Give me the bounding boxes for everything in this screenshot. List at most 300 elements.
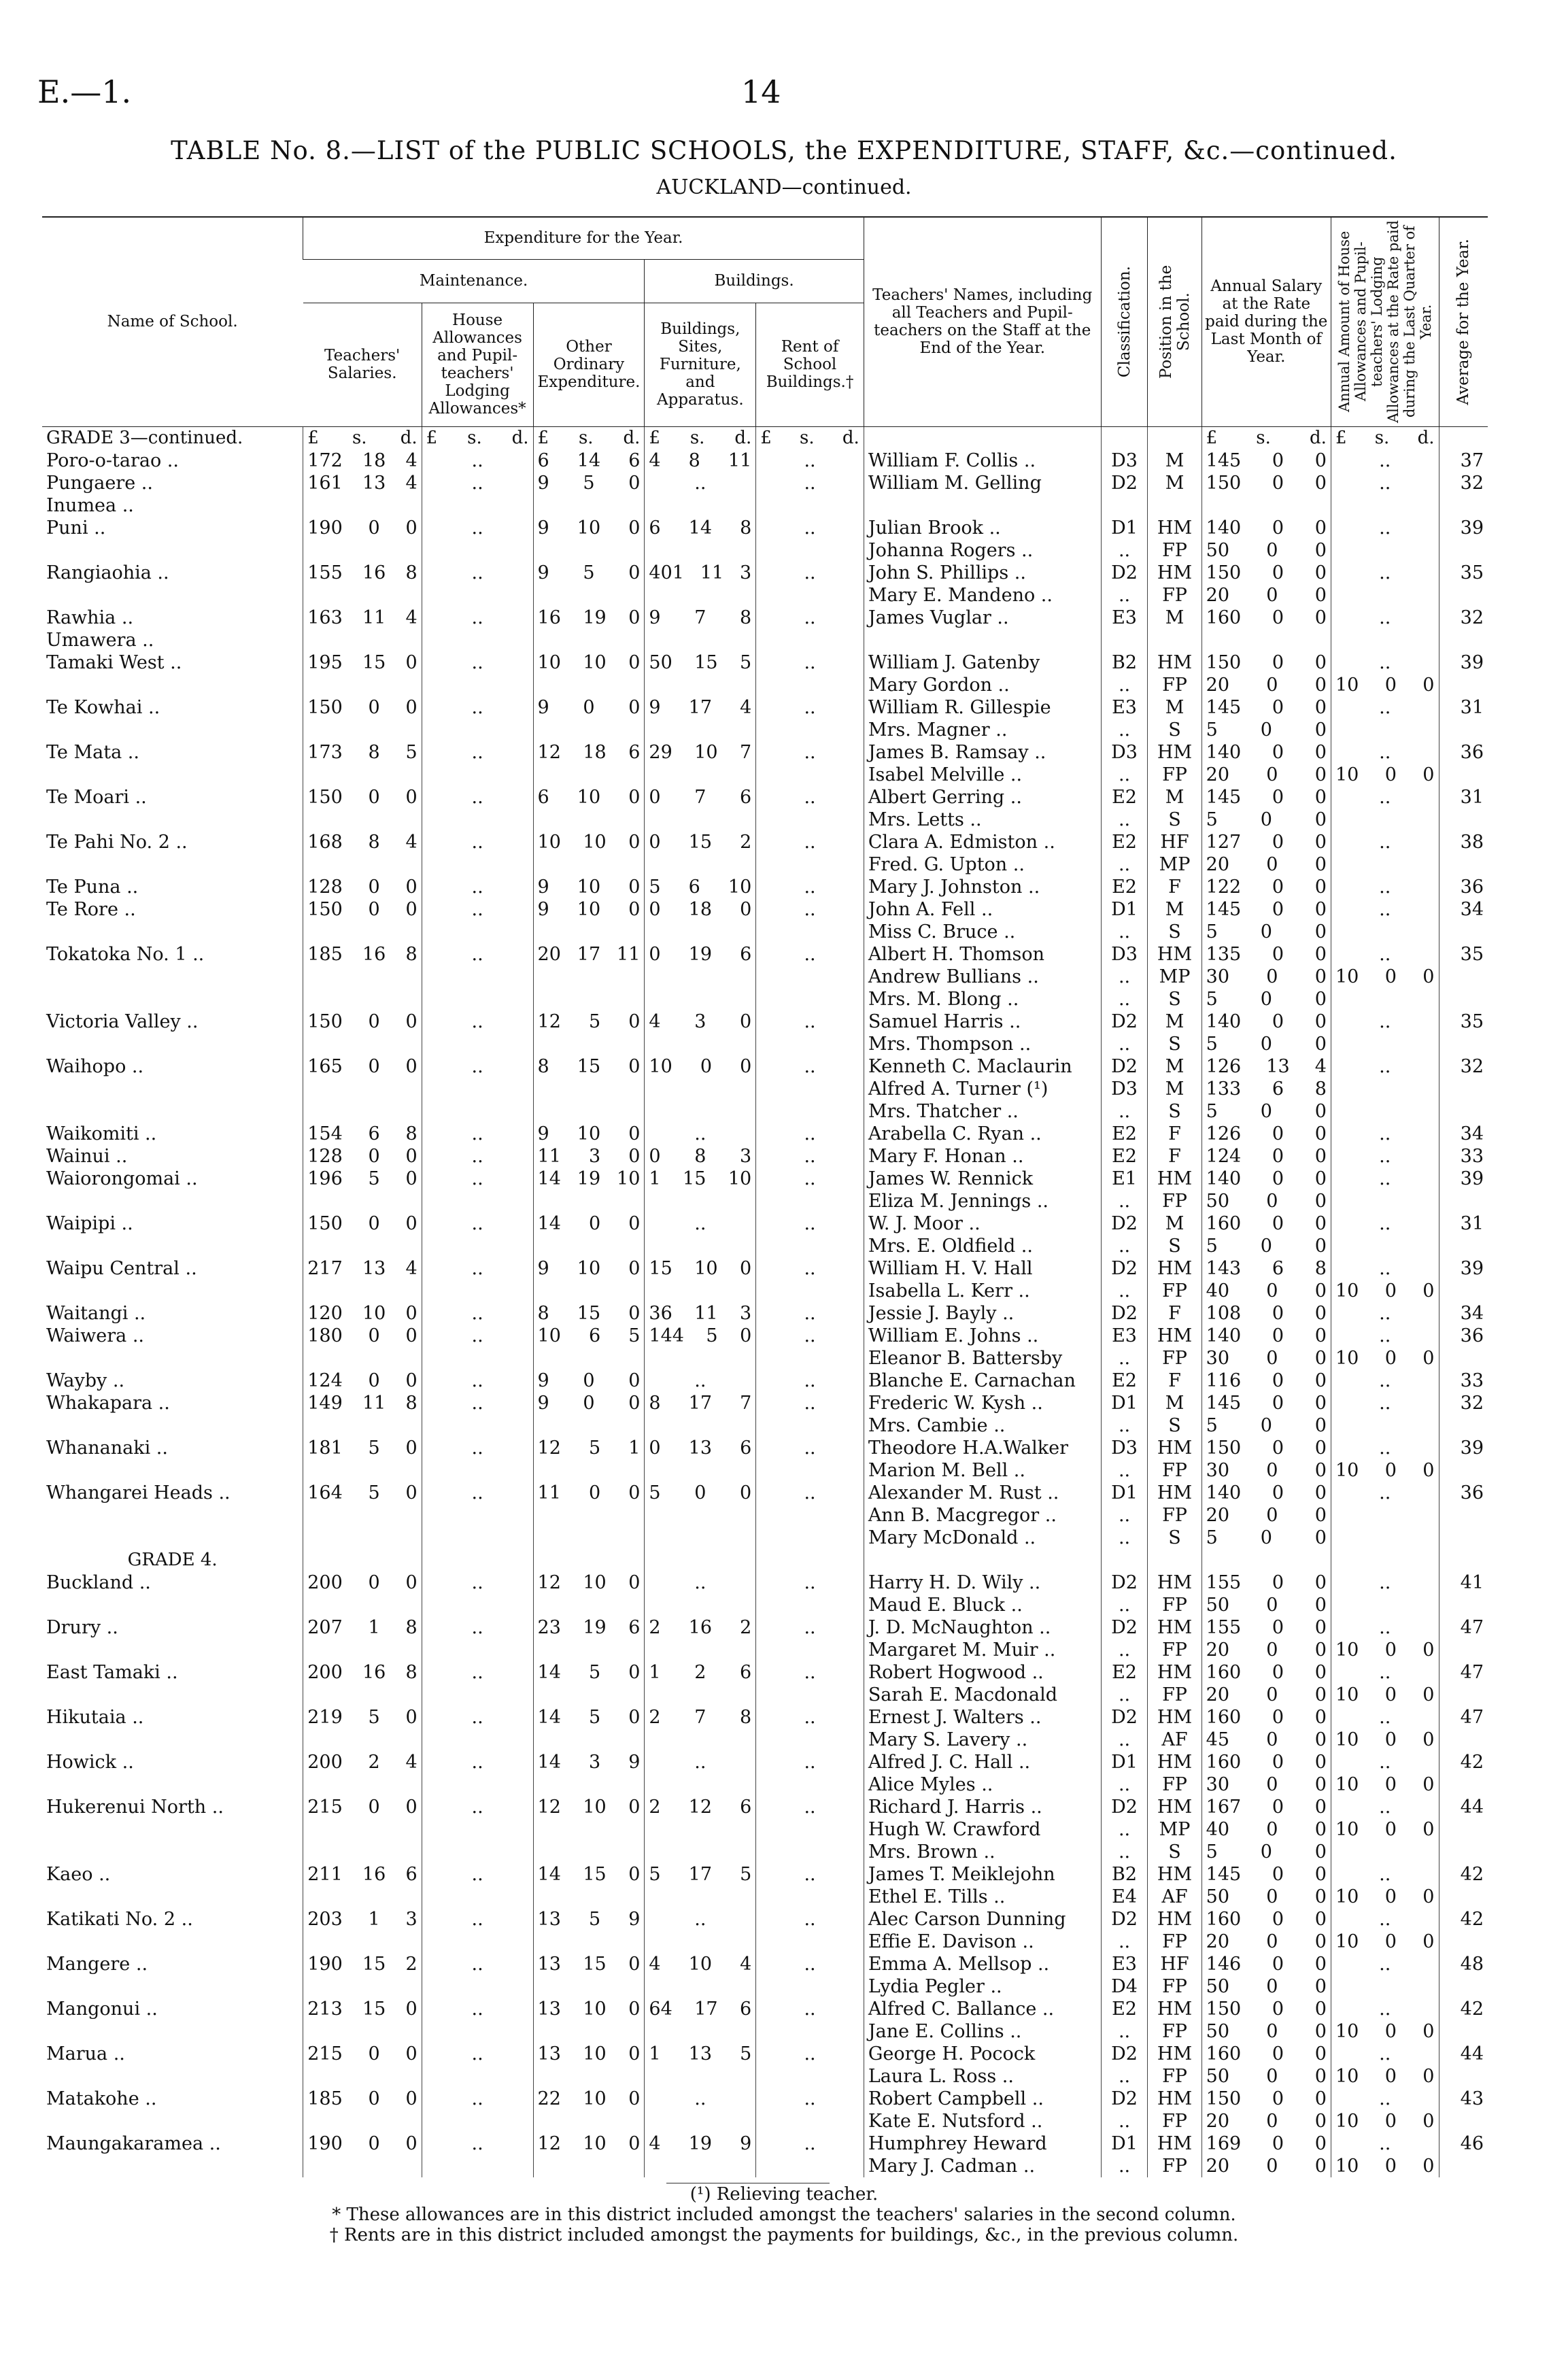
shillings-value: 0 — [1266, 1729, 1278, 1750]
classification: .. — [1101, 674, 1148, 696]
other-expenditure — [533, 1325, 645, 1347]
teacher-name: James B. Ramsay .. — [864, 741, 1101, 764]
rent — [756, 1347, 864, 1370]
annual-allowance: .. — [1331, 1437, 1439, 1459]
house-allowances — [422, 988, 533, 1010]
position: MP — [1148, 1818, 1201, 1841]
annual-allowance: .. — [1331, 1953, 1439, 1975]
annual-allowance: .. — [1331, 2088, 1439, 2110]
shillings-value: 0 — [1272, 1706, 1284, 1728]
pence-value: 2 — [740, 1616, 752, 1638]
shillings-value: 0 — [1384, 1931, 1397, 1952]
teacher-name: William F. Collis .. — [864, 449, 1101, 472]
other-expenditure — [533, 1908, 645, 1931]
annual-salary — [1201, 1145, 1331, 1168]
rent: .. — [756, 943, 864, 966]
teachers-salaries — [303, 2020, 422, 2043]
table-row — [42, 1190, 1488, 1212]
buildings-expenditure: .. — [645, 1370, 756, 1392]
buildings-expenditure: .. — [645, 2088, 756, 2110]
rent: .. — [756, 831, 864, 853]
school-name: Te Puna .. — [46, 876, 139, 898]
annual-salary — [1201, 1100, 1331, 1123]
pounds-value: 10 — [1335, 674, 1359, 696]
house-allowances: .. — [422, 1751, 533, 1773]
annual-allowance — [1331, 1975, 1439, 1998]
pounds-value: 207 — [307, 1616, 343, 1638]
pounds-value: 10 — [1335, 1773, 1359, 1795]
school-name — [42, 2065, 303, 2088]
teacher-name: James T. Meiklejohn — [864, 1863, 1101, 1886]
pounds-value: 4 — [649, 1010, 661, 1032]
teachers-salaries — [303, 517, 422, 539]
school-name — [42, 1975, 303, 1998]
pounds-value: 9 — [537, 1123, 549, 1144]
pounds-value: 140 — [1206, 1168, 1242, 1189]
pounds-value: 16 — [537, 607, 561, 628]
pounds-value: 150 — [1206, 651, 1242, 673]
pounds-value: 200 — [307, 1661, 343, 1683]
pence-value: 0 — [1314, 607, 1327, 628]
teacher-name: Mary J. Cadman .. — [864, 2155, 1101, 2177]
pence-value: 0 — [740, 1010, 752, 1032]
rent: .. — [756, 562, 864, 584]
rent: .. — [756, 1908, 864, 1931]
pence-value: 0 — [1314, 2155, 1327, 2177]
school-name — [42, 719, 303, 741]
shillings-value: 7 — [694, 1706, 706, 1728]
pence-value: 8 — [405, 1661, 417, 1683]
shillings-value: 0 — [583, 1370, 595, 1391]
school-name: Waikomiti .. — [46, 1123, 157, 1144]
teacher-name: Mrs. Letts .. — [864, 809, 1101, 831]
shillings-value: 11 — [694, 1302, 718, 1324]
rent — [756, 1818, 864, 1841]
table-row — [42, 1055, 1488, 1078]
teacher-name: William R. Gillespie — [864, 696, 1101, 719]
shillings-value: 0 — [1384, 1347, 1397, 1369]
teachers-salaries — [303, 2155, 422, 2177]
shillings-value: 17 — [688, 1392, 712, 1414]
average-attendance — [1439, 719, 1488, 741]
teachers-salaries — [303, 1145, 422, 1168]
annual-allowance: .. — [1331, 1325, 1439, 1347]
rent: .. — [756, 696, 864, 719]
classification: .. — [1101, 2155, 1148, 2177]
school-name: Mangonui .. — [46, 1998, 158, 2020]
average-attendance — [1439, 2065, 1488, 2088]
teachers-salaries — [303, 1235, 422, 1257]
annual-allowance: .. — [1331, 607, 1439, 629]
house-allowances: .. — [422, 1616, 533, 1639]
pence-value: 0 — [1314, 764, 1327, 785]
teacher-name: Ann B. Macgregor .. — [864, 1504, 1101, 1527]
shillings-value: 0 — [583, 696, 595, 718]
other-expenditure — [533, 1729, 645, 1751]
teacher-name: Ethel E. Tills .. — [864, 1886, 1101, 1908]
pounds-value: 133 — [1206, 1078, 1242, 1100]
school-name — [42, 1459, 303, 1482]
grade-3-row — [42, 426, 1488, 449]
position: M — [1148, 607, 1201, 629]
shillings-value: 14 — [577, 449, 601, 471]
classification: D2 — [1101, 2088, 1148, 2110]
classification — [1101, 629, 1148, 651]
annual-salary — [1201, 1078, 1331, 1100]
house-allowances: .. — [422, 1998, 533, 2020]
pounds-value: 140 — [1206, 1325, 1242, 1346]
rent: .. — [756, 741, 864, 764]
classification: .. — [1101, 2020, 1148, 2043]
house-allowances: .. — [422, 2088, 533, 2110]
shillings-value: 0 — [1272, 1325, 1284, 1346]
pence-value: 0 — [405, 1998, 417, 2020]
shillings-value: 0 — [368, 1010, 380, 1032]
pounds-value: 12 — [537, 1571, 561, 1593]
shillings-value: 0 — [1266, 1684, 1278, 1705]
teachers-salaries — [303, 1078, 422, 1100]
teacher-name: Laura L. Ross .. — [864, 2065, 1101, 2088]
average-attendance: 34 — [1439, 1302, 1488, 1325]
house-allowances — [422, 1459, 533, 1482]
position: M — [1148, 696, 1201, 719]
other-expenditure — [533, 1527, 645, 1549]
pence-value: 0 — [628, 1392, 641, 1414]
table-row — [42, 1347, 1488, 1370]
other-expenditure — [533, 2065, 645, 2088]
rent — [756, 988, 864, 1010]
shillings-value: 10 — [694, 1257, 718, 1279]
other-expenditure — [533, 1280, 645, 1302]
pounds-value: 10 — [1335, 2065, 1359, 2087]
pounds-value: 14 — [537, 1212, 561, 1234]
house-allowances — [422, 1931, 533, 1953]
pence-value: 0 — [1314, 1145, 1327, 1167]
position: HM — [1148, 517, 1201, 539]
pence-value: 5 — [740, 2043, 752, 2064]
table-row — [42, 2132, 1488, 2155]
teacher-name: Eleanor B. Battersby — [864, 1347, 1101, 1370]
buildings-expenditure — [645, 1280, 756, 1302]
teachers-salaries — [303, 2110, 422, 2132]
average-attendance: 42 — [1439, 1863, 1488, 1886]
school-name: Umawera .. — [46, 629, 154, 651]
pounds-value: 36 — [649, 1302, 672, 1324]
pounds-value: 168 — [307, 831, 343, 853]
teacher-name — [864, 629, 1101, 651]
shillings-value: 0 — [1272, 651, 1284, 673]
position: FP — [1148, 1639, 1201, 1661]
pounds-value: 5 — [649, 1863, 661, 1885]
table-row — [42, 2088, 1488, 2110]
pence-value: 0 — [405, 876, 417, 898]
position: M — [1148, 1212, 1201, 1235]
pounds-value: 8 — [537, 1055, 549, 1077]
annual-salary — [1201, 921, 1331, 943]
shillings-value: 6 — [368, 1123, 380, 1144]
table-row — [42, 1818, 1488, 1841]
average-attendance: 34 — [1439, 898, 1488, 921]
pounds-value: 5 — [649, 1482, 661, 1503]
school-name — [42, 1773, 303, 1796]
buildings-expenditure — [645, 1729, 756, 1751]
annual-allowance: .. — [1331, 1257, 1439, 1280]
classification: E3 — [1101, 1953, 1148, 1975]
school-name: Te Pahi No. 2 .. — [46, 831, 188, 853]
pounds-value: 140 — [1206, 1482, 1242, 1503]
pounds-value: 20 — [1206, 2110, 1230, 2132]
position: MP — [1148, 853, 1201, 876]
school-name: Inumea .. — [46, 494, 134, 516]
pence-value: 0 — [405, 898, 417, 920]
pence-value: 0 — [1314, 1280, 1327, 1302]
teacher-name: Mary McDonald .. — [864, 1527, 1101, 1549]
teachers-salaries — [303, 943, 422, 966]
pence-value: 0 — [1314, 831, 1327, 853]
annual-allowance — [1331, 1931, 1439, 1953]
position: MP — [1148, 966, 1201, 988]
pounds-value: 160 — [1206, 2043, 1242, 2064]
other-expenditure — [533, 1078, 645, 1100]
position: AF — [1148, 1729, 1201, 1751]
teachers-salaries — [303, 921, 422, 943]
pounds-value: 9 — [649, 607, 661, 628]
average-attendance: 35 — [1439, 562, 1488, 584]
house-allowances — [422, 809, 533, 831]
position: FP — [1148, 584, 1201, 607]
pence-value: 0 — [1314, 1661, 1327, 1683]
teacher-name: Mrs. M. Blong .. — [864, 988, 1101, 1010]
shillings-value: 6 — [1272, 1078, 1284, 1100]
other-expenditure — [533, 1437, 645, 1459]
teachers-salaries — [303, 853, 422, 876]
teachers-salaries — [303, 1392, 422, 1414]
pounds-value: 5 — [1206, 719, 1218, 741]
table-row — [42, 876, 1488, 898]
shillings-value: 0 — [368, 2043, 380, 2064]
position — [1148, 629, 1201, 651]
average-attendance: 32 — [1439, 472, 1488, 494]
pence-value: 11 — [728, 449, 752, 471]
buildings-expenditure — [645, 1706, 756, 1729]
house-allowances — [422, 1235, 533, 1257]
teacher-name: William E. Johns .. — [864, 1325, 1101, 1347]
shillings-value: 19 — [583, 607, 607, 628]
pence-value: 11 — [617, 943, 641, 965]
annual-allowance — [1331, 1280, 1439, 1302]
other-expenditure — [533, 449, 645, 472]
annual-allowance — [1331, 629, 1439, 651]
table-row — [42, 1953, 1488, 1975]
average-attendance: 47 — [1439, 1706, 1488, 1729]
rent — [756, 1527, 864, 1549]
annual-allowance: .. — [1331, 1123, 1439, 1145]
teacher-name: Alec Carson Dunning — [864, 1908, 1101, 1931]
annual-salary — [1201, 1123, 1331, 1145]
house-allowances: .. — [422, 786, 533, 809]
other-expenditure — [533, 1931, 645, 1953]
shillings-value: 10 — [583, 831, 607, 853]
pence-value: 0 — [628, 898, 641, 920]
pence-value: 0 — [628, 1998, 641, 2020]
col-header-other-expenditure: Other Ordinary Expenditure. — [533, 303, 645, 426]
table-row — [42, 1325, 1488, 1347]
pence-value: 6 — [740, 1998, 752, 2020]
shillings-value: 10 — [577, 1123, 601, 1144]
table-row — [42, 517, 1488, 539]
table-row — [42, 1975, 1488, 1998]
position: HM — [1148, 651, 1201, 674]
pence-value: 0 — [628, 876, 641, 898]
position: S — [1148, 921, 1201, 943]
average-attendance: 39 — [1439, 1168, 1488, 1190]
position: S — [1148, 988, 1201, 1010]
pence-value: 0 — [628, 472, 641, 494]
house-allowances — [422, 1975, 533, 1998]
other-expenditure — [533, 1504, 645, 1527]
rent — [756, 1504, 864, 1527]
annual-salary — [1201, 1257, 1331, 1280]
pence-value: 0 — [1422, 2155, 1435, 2177]
shillings-value: 0 — [1260, 1235, 1272, 1257]
pounds-value: 126 — [1206, 1055, 1242, 1077]
pence-value: 0 — [628, 1370, 641, 1391]
pounds-value: 12 — [537, 1437, 561, 1459]
table-row — [42, 1616, 1488, 1639]
pence-value: 0 — [1422, 2020, 1435, 2042]
rent: .. — [756, 1123, 864, 1145]
rent — [756, 1033, 864, 1055]
annual-allowance: .. — [1331, 741, 1439, 764]
pence-value: 0 — [405, 1168, 417, 1189]
classification: E2 — [1101, 876, 1148, 898]
position: S — [1148, 1235, 1201, 1257]
unit-label: £ s. d. — [1331, 426, 1439, 449]
pounds-value: 401 — [649, 562, 684, 583]
pounds-value: 173 — [307, 741, 343, 763]
teacher-name: Alfred A. Turner (¹) — [864, 1078, 1101, 1100]
pounds-value: 20 — [537, 943, 561, 965]
pounds-value: 150 — [1206, 1998, 1242, 2020]
classification: D3 — [1101, 1078, 1148, 1100]
table-subtitle: AUCKLAND—continued. — [656, 175, 912, 199]
shillings-value: 0 — [1266, 1504, 1278, 1526]
pence-value: 3 — [740, 1145, 752, 1167]
buildings-expenditure — [645, 539, 756, 562]
classification: D2 — [1101, 2043, 1148, 2065]
annual-salary — [1201, 1571, 1331, 1594]
pence-value: 0 — [1314, 943, 1327, 965]
shillings-value: 0 — [1272, 1661, 1284, 1683]
other-expenditure — [533, 966, 645, 988]
school-name — [42, 966, 303, 988]
position: F — [1148, 876, 1201, 898]
unit-label: £ s. d. — [533, 426, 645, 449]
school-name: Maungakaramea .. — [46, 2132, 221, 2154]
position: M — [1148, 1010, 1201, 1033]
pence-value: 0 — [1314, 1975, 1327, 1997]
shillings-value: 0 — [1266, 853, 1278, 875]
school-name: East Tamaki .. — [46, 1661, 178, 1683]
school-name: Kaeo .. — [46, 1863, 111, 1885]
buildings-expenditure — [645, 719, 756, 741]
teacher-name: Ernest J. Walters .. — [864, 1706, 1101, 1729]
teacher-name: Eliza M. Jennings .. — [864, 1190, 1101, 1212]
classification: D3 — [1101, 943, 1148, 966]
shillings-value: 0 — [1384, 764, 1397, 785]
pounds-value: 10 — [1335, 1931, 1359, 1952]
classification: E2 — [1101, 1123, 1148, 1145]
pence-value: 4 — [405, 607, 417, 628]
other-expenditure — [533, 1414, 645, 1437]
teachers-salaries — [303, 831, 422, 853]
rent — [756, 1235, 864, 1257]
pounds-value: 169 — [1206, 2132, 1242, 2154]
rent: .. — [756, 1392, 864, 1414]
annual-allowance: .. — [1331, 1145, 1439, 1168]
other-expenditure — [533, 1594, 645, 1616]
shillings-value: 10 — [577, 876, 601, 898]
house-allowances: .. — [422, 472, 533, 494]
shillings-value: 0 — [1272, 1010, 1284, 1032]
buildings-expenditure — [645, 1773, 756, 1796]
table-row — [42, 1841, 1488, 1863]
pence-value: 0 — [740, 1055, 752, 1077]
position: FP — [1148, 1773, 1201, 1796]
pounds-value: 13 — [537, 1908, 561, 1930]
classification: E1 — [1101, 1168, 1148, 1190]
table-row — [42, 1998, 1488, 2020]
position: HM — [1148, 1706, 1201, 1729]
house-allowances: .. — [422, 1168, 533, 1190]
buildings-expenditure — [645, 1392, 756, 1414]
buildings-expenditure — [645, 831, 756, 853]
rent: .. — [756, 1325, 864, 1347]
house-allowances: .. — [422, 517, 533, 539]
buildings-expenditure — [645, 1998, 756, 2020]
other-expenditure — [533, 2132, 645, 2155]
position: HM — [1148, 1437, 1201, 1459]
shillings-value: 0 — [1266, 1594, 1278, 1616]
shillings-value: 2 — [368, 1751, 380, 1773]
classification: D1 — [1101, 1392, 1148, 1414]
shillings-value: 0 — [1272, 1908, 1284, 1930]
average-attendance: 33 — [1439, 1145, 1488, 1168]
average-attendance — [1439, 1190, 1488, 1212]
school-name: Waipipi .. — [46, 1212, 133, 1234]
pounds-value: 10 — [537, 1325, 561, 1346]
pence-value: 0 — [628, 2132, 641, 2154]
table-row — [42, 494, 1488, 517]
annual-salary — [1201, 696, 1331, 719]
other-expenditure — [533, 2155, 645, 2177]
table-row — [42, 472, 1488, 494]
teacher-name: Richard J. Harris .. — [864, 1796, 1101, 1818]
position: FP — [1148, 1504, 1201, 1527]
pence-value: 0 — [405, 517, 417, 539]
teachers-salaries — [303, 449, 422, 472]
pounds-value: 145 — [1206, 449, 1242, 471]
school-name — [42, 1594, 303, 1616]
other-expenditure — [533, 988, 645, 1010]
house-allowances: .. — [422, 1055, 533, 1078]
rent — [756, 629, 864, 651]
position: FP — [1148, 1280, 1201, 1302]
teacher-name: William H. V. Hall — [864, 1257, 1101, 1280]
buildings-expenditure — [645, 1818, 756, 1841]
teachers-salaries — [303, 786, 422, 809]
teacher-name: Andrew Bullians .. — [864, 966, 1101, 988]
